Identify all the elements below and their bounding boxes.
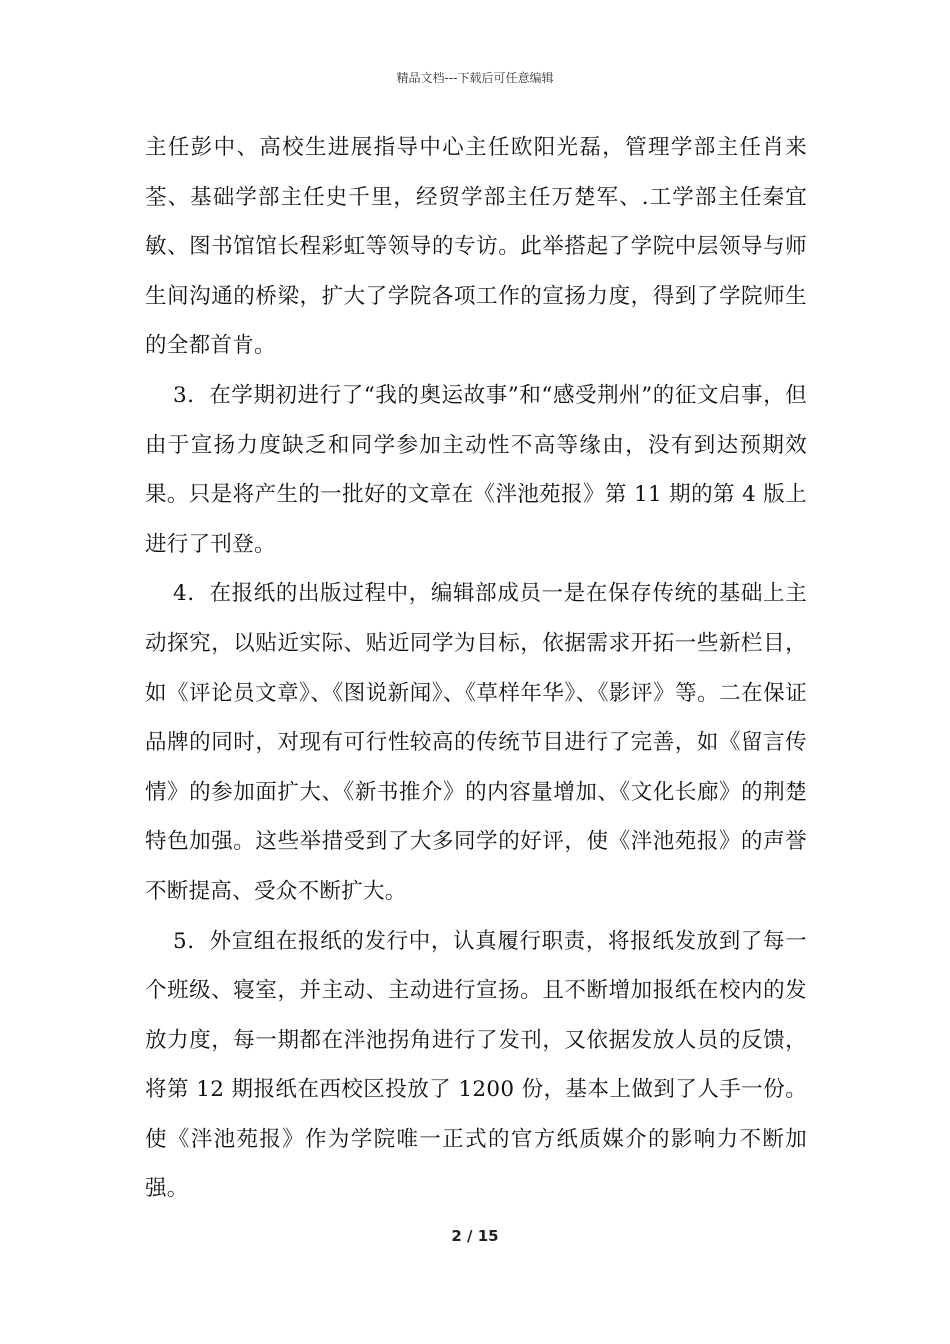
page-total: 15 xyxy=(477,1227,499,1245)
paragraph-item-4: 4．在报纸的出版过程中，编辑部成员一是在保存传统的基础上主动探究，以贴近实际、贴近同学为目标，依据需求开拓一些新栏目，如《评论员文章》、《图说新闻》、《草样年华》、《影评》等。二在保证品牌的同时，对现有可行性较高的传统节目进行了完善，如《留言传情》的参加面扩大、《新书推介》的内容量增加、《文化长廊》的荆楚特色加强。这些举措受到了大多同学的好评，使《泮池苑报》的声誉不断提高、受众不断扩大。 xyxy=(145,581,807,904)
paragraph-item-3: 3．在学期初进行了“我的奥运故事”和“感受荆州”的征文启事，但由于宣扬力度缺乏和同学参加主动性不高等缘由，没有到达预期效果。只是将产生的一批好的文章在《泮池苑报》第 11 期的第 4 版上进行了刊登。 xyxy=(145,382,807,557)
paragraph-continuation: 主任彭中、高校生进展指导中心主任欧阳光磊，管理学部主任肖来荃、基础学部主任史千里，经贸学部主任万楚军、.工学部主任秦宜敏、图书馆馆长程彩虹等领导的专访。此举搭起了学院中层领导与师生间沟通的桥梁，扩大了学院各项工作的宣扬力度，得到了学院师生的全都首肯。 xyxy=(145,135,807,359)
paragraph-item-5: 5．外宣组在报纸的发行中，认真履行职责，将报纸发放到了每一个班级、寝室，并主动、主动进行宣扬。且不断增加报纸在校内的发放力度，每一期都在泮池拐角进行了发刊，又依据发放人员的反馈，将第 12 期报纸在西校区投放了 1200 份，基本上做到了人手一份。使《泮池苑报》作为学院唯一正式的官方纸质媒介的影响力不断加强。 xyxy=(145,928,807,1202)
page-header: 精品文档---下载后可任意编辑 xyxy=(396,71,554,85)
page-current: 2 xyxy=(451,1227,462,1245)
page-number xyxy=(0,1226,950,1246)
document-body xyxy=(145,123,807,1214)
page-separator: / xyxy=(461,1227,478,1245)
